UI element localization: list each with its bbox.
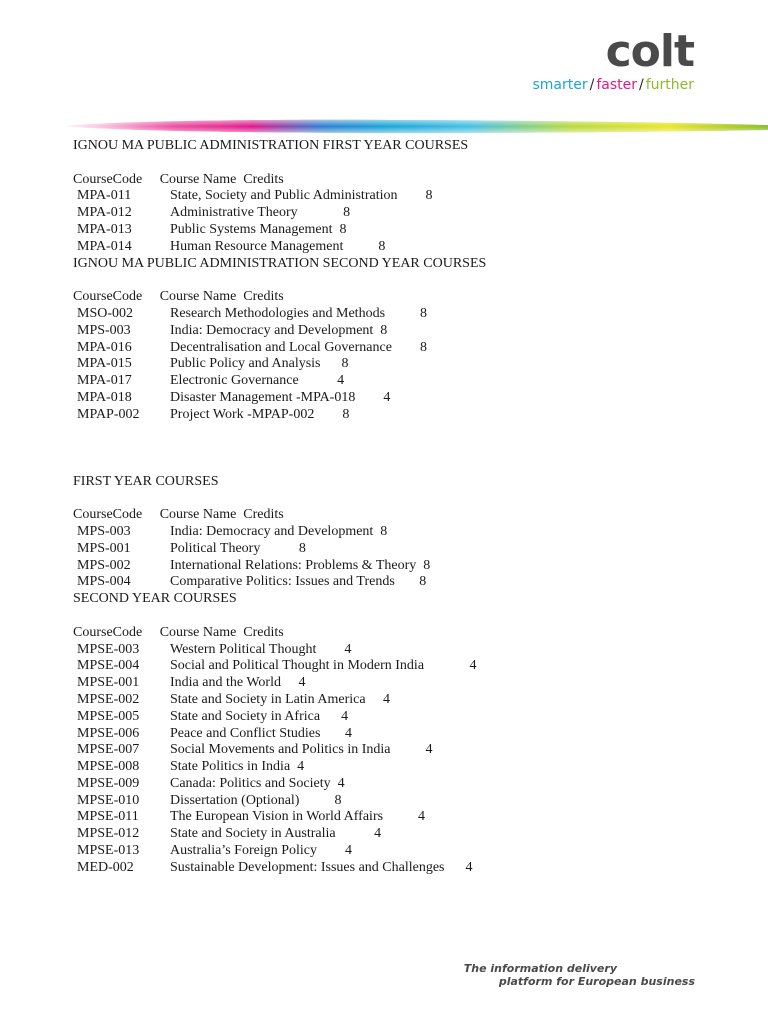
course-row	[73, 373, 733, 390]
course-code: MPS-001	[77, 540, 131, 556]
course-name-credits: State and Society in Latin America 4	[170, 691, 391, 707]
course-code: MPSE-001	[77, 675, 140, 691]
course-row	[73, 776, 733, 793]
course-name-credits: Social and Political Thought in Modern India 4	[170, 658, 477, 674]
course-row	[73, 642, 733, 659]
course-code: MPSE-006	[77, 725, 140, 741]
logo-wordmark: colt	[605, 26, 694, 77]
section-title: SECOND YEAR COURSES	[73, 591, 237, 607]
course-row	[73, 239, 733, 256]
column-header-row: CourseCode Course Name Credits	[73, 171, 284, 187]
course-row	[73, 809, 733, 826]
course-row	[73, 742, 733, 759]
section-title: IGNOU MA PUBLIC ADMINISTRATION FIRST YEAR COURSES	[73, 138, 469, 153]
course-code: MPS-004	[77, 574, 131, 590]
section-title: FIRST YEAR COURSES	[73, 473, 219, 489]
course-code: MPSE-012	[77, 826, 140, 842]
course-row	[73, 407, 733, 424]
decorative-color-band	[60, 117, 768, 135]
course-code: MPSE-010	[77, 792, 140, 808]
course-name-credits: State and Society in Australia 4	[170, 826, 382, 842]
colt-logo	[454, 26, 694, 94]
course-name-credits: Canada: Politics and Society 4	[170, 775, 345, 791]
course-row	[73, 222, 733, 239]
course-row	[73, 356, 733, 373]
course-row	[73, 558, 733, 575]
footer-tagline	[464, 962, 695, 988]
course-row	[73, 323, 733, 340]
course-code: MPS-003	[77, 322, 131, 338]
blank-line	[73, 155, 733, 172]
course-row	[73, 860, 733, 877]
blank-line	[73, 272, 733, 289]
course-code: MPSE-003	[77, 641, 140, 657]
course-code: MPA-015	[77, 356, 132, 372]
course-name-credits: Social Movements and Politics in India 4	[170, 742, 433, 758]
course-name-credits: Peace and Conflict Studies 4	[170, 725, 352, 741]
course-row	[73, 188, 733, 205]
course-name-credits: Decentralisation and Local Governance 8	[170, 339, 427, 355]
course-code: MSO-002	[77, 305, 134, 321]
course-row	[73, 390, 733, 407]
blank-line	[73, 490, 733, 507]
tagline-word-further: further	[645, 77, 694, 93]
blank-line	[73, 608, 733, 625]
course-code: MPAP-002	[77, 406, 140, 422]
course-code: MPSE-013	[77, 843, 140, 859]
logo-tagline	[454, 76, 694, 94]
course-code: MPA-014	[77, 238, 132, 254]
course-code: MPS-003	[77, 523, 131, 539]
course-name-credits: Western Political Thought 4	[170, 641, 352, 657]
course-code: MPSE-004	[77, 658, 140, 674]
course-code: MPA-013	[77, 221, 132, 237]
course-name-credits: India: Democracy and Development 8	[170, 523, 388, 539]
course-code: MPSE-005	[77, 708, 140, 724]
section-title: IGNOU MA PUBLIC ADMINISTRATION SECOND YEAR COURSES	[73, 255, 487, 271]
course-name-credits: Comparative Politics: Issues and Trends 8	[170, 574, 427, 590]
course-name-credits: International Relations: Problems & Theory 8	[170, 557, 431, 573]
column-header-row: CourseCode Course Name Credits	[73, 624, 284, 640]
course-code: MPA-017	[77, 373, 132, 389]
footer-line-2: platform for European business	[498, 975, 695, 988]
course-code: MPA-018	[77, 389, 132, 405]
course-row	[73, 759, 733, 776]
course-row	[73, 709, 733, 726]
course-name-credits: Political Theory 8	[170, 540, 306, 556]
course-name-credits: India and the World 4	[170, 675, 306, 691]
course-code: MPSE-007	[77, 742, 140, 758]
course-row	[73, 524, 733, 541]
course-name-credits: Australia’s Foreign Policy 4	[170, 843, 352, 859]
course-name-credits: State, Society and Public Administration 8	[170, 188, 433, 204]
course-name-credits: Disaster Management -MPA-018 4	[170, 389, 391, 405]
course-name-credits: The European Vision in World Affairs 4	[170, 809, 426, 825]
course-name-credits: Electronic Governance 4	[170, 373, 345, 389]
course-row	[73, 726, 733, 743]
course-code: MPA-012	[77, 205, 132, 221]
column-header-row: CourseCode Course Name Credits	[73, 289, 284, 305]
tagline-word-smarter: smarter	[532, 77, 588, 93]
course-name-credits: State and Society in Africa 4	[170, 708, 349, 724]
column-header-row: CourseCode Course Name Credits	[73, 507, 284, 523]
course-row	[73, 541, 733, 558]
course-row	[73, 675, 733, 692]
course-row	[73, 306, 733, 323]
course-row	[73, 658, 733, 675]
course-code: MPA-016	[77, 339, 132, 355]
course-name-credits: Project Work -MPAP-002 8	[170, 406, 350, 422]
course-code: MED-002	[77, 859, 134, 875]
course-row	[73, 340, 733, 357]
course-name-credits: Human Resource Management 8	[170, 238, 386, 254]
course-row	[73, 826, 733, 843]
course-name-credits: Public Policy and Analysis 8	[170, 356, 349, 372]
course-code: MPS-002	[77, 557, 131, 573]
tagline-word-faster: faster	[596, 77, 637, 93]
section-spacer	[73, 424, 733, 474]
course-code: MPSE-011	[77, 809, 139, 825]
course-name-credits: Sustainable Development: Issues and Challenges 4	[170, 859, 473, 875]
course-row	[73, 692, 733, 709]
course-row	[73, 793, 733, 810]
tagline-separator: /	[638, 77, 644, 93]
course-row	[73, 843, 733, 860]
course-name-credits: India: Democracy and Development 8	[170, 322, 388, 338]
course-code: MPSE-008	[77, 759, 140, 775]
course-name-credits: Dissertation (Optional) 8	[170, 792, 342, 808]
course-name-credits: Research Methodologies and Methods 8	[170, 305, 428, 321]
course-code: MPSE-002	[77, 691, 140, 707]
tagline-separator: /	[589, 77, 595, 93]
course-name-credits: Public Systems Management 8	[170, 221, 347, 237]
course-code: MPSE-009	[77, 775, 140, 791]
course-row	[73, 574, 733, 591]
footer-line-1: The information delivery	[463, 962, 617, 975]
course-name-credits: State Politics in India 4	[170, 759, 305, 775]
course-code: MPA-011	[77, 188, 132, 204]
course-document	[73, 138, 733, 877]
course-name-credits: Administrative Theory 8	[170, 205, 351, 221]
course-row	[73, 205, 733, 222]
